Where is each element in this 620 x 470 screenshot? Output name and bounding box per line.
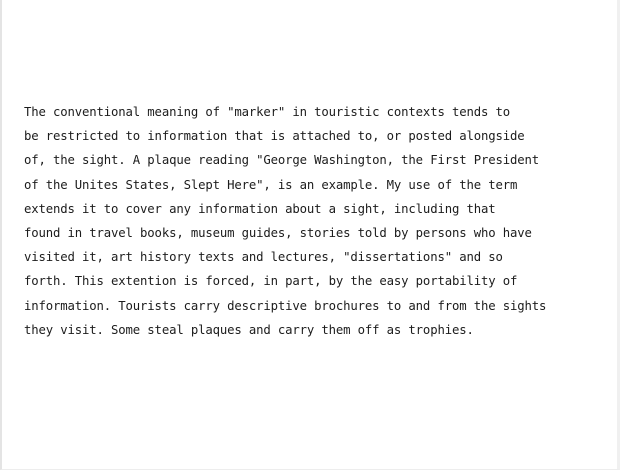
- text-line: of the Unites States, Slept Here", is an example. My use of the term: [24, 177, 518, 192]
- text-line: be restricted to information that is attached to, or posted alongside: [24, 129, 525, 144]
- text-line: of, the sight. A plaque reading "George Washington, the First President: [24, 153, 539, 168]
- text-line: extends it to cover any information about a sight, including that: [24, 201, 496, 216]
- text-line: they visit. Some steal plaques and carry them off as trophies.: [24, 322, 474, 337]
- typed-paragraph: [24, 100, 614, 342]
- text-line: information. Tourists carry descriptive brochures to and from the sights: [24, 298, 547, 313]
- text-line: The conventional meaning of "marker" in touristic contexts tends to: [24, 105, 510, 119]
- text-line: forth. This extention is forced, in part, by the easy portability of: [24, 274, 518, 289]
- text-line: visited it, art history texts and lectures, "dissertations" and so: [24, 250, 503, 265]
- text-line: found in travel books, museum guides, stories told by persons who have: [24, 226, 532, 241]
